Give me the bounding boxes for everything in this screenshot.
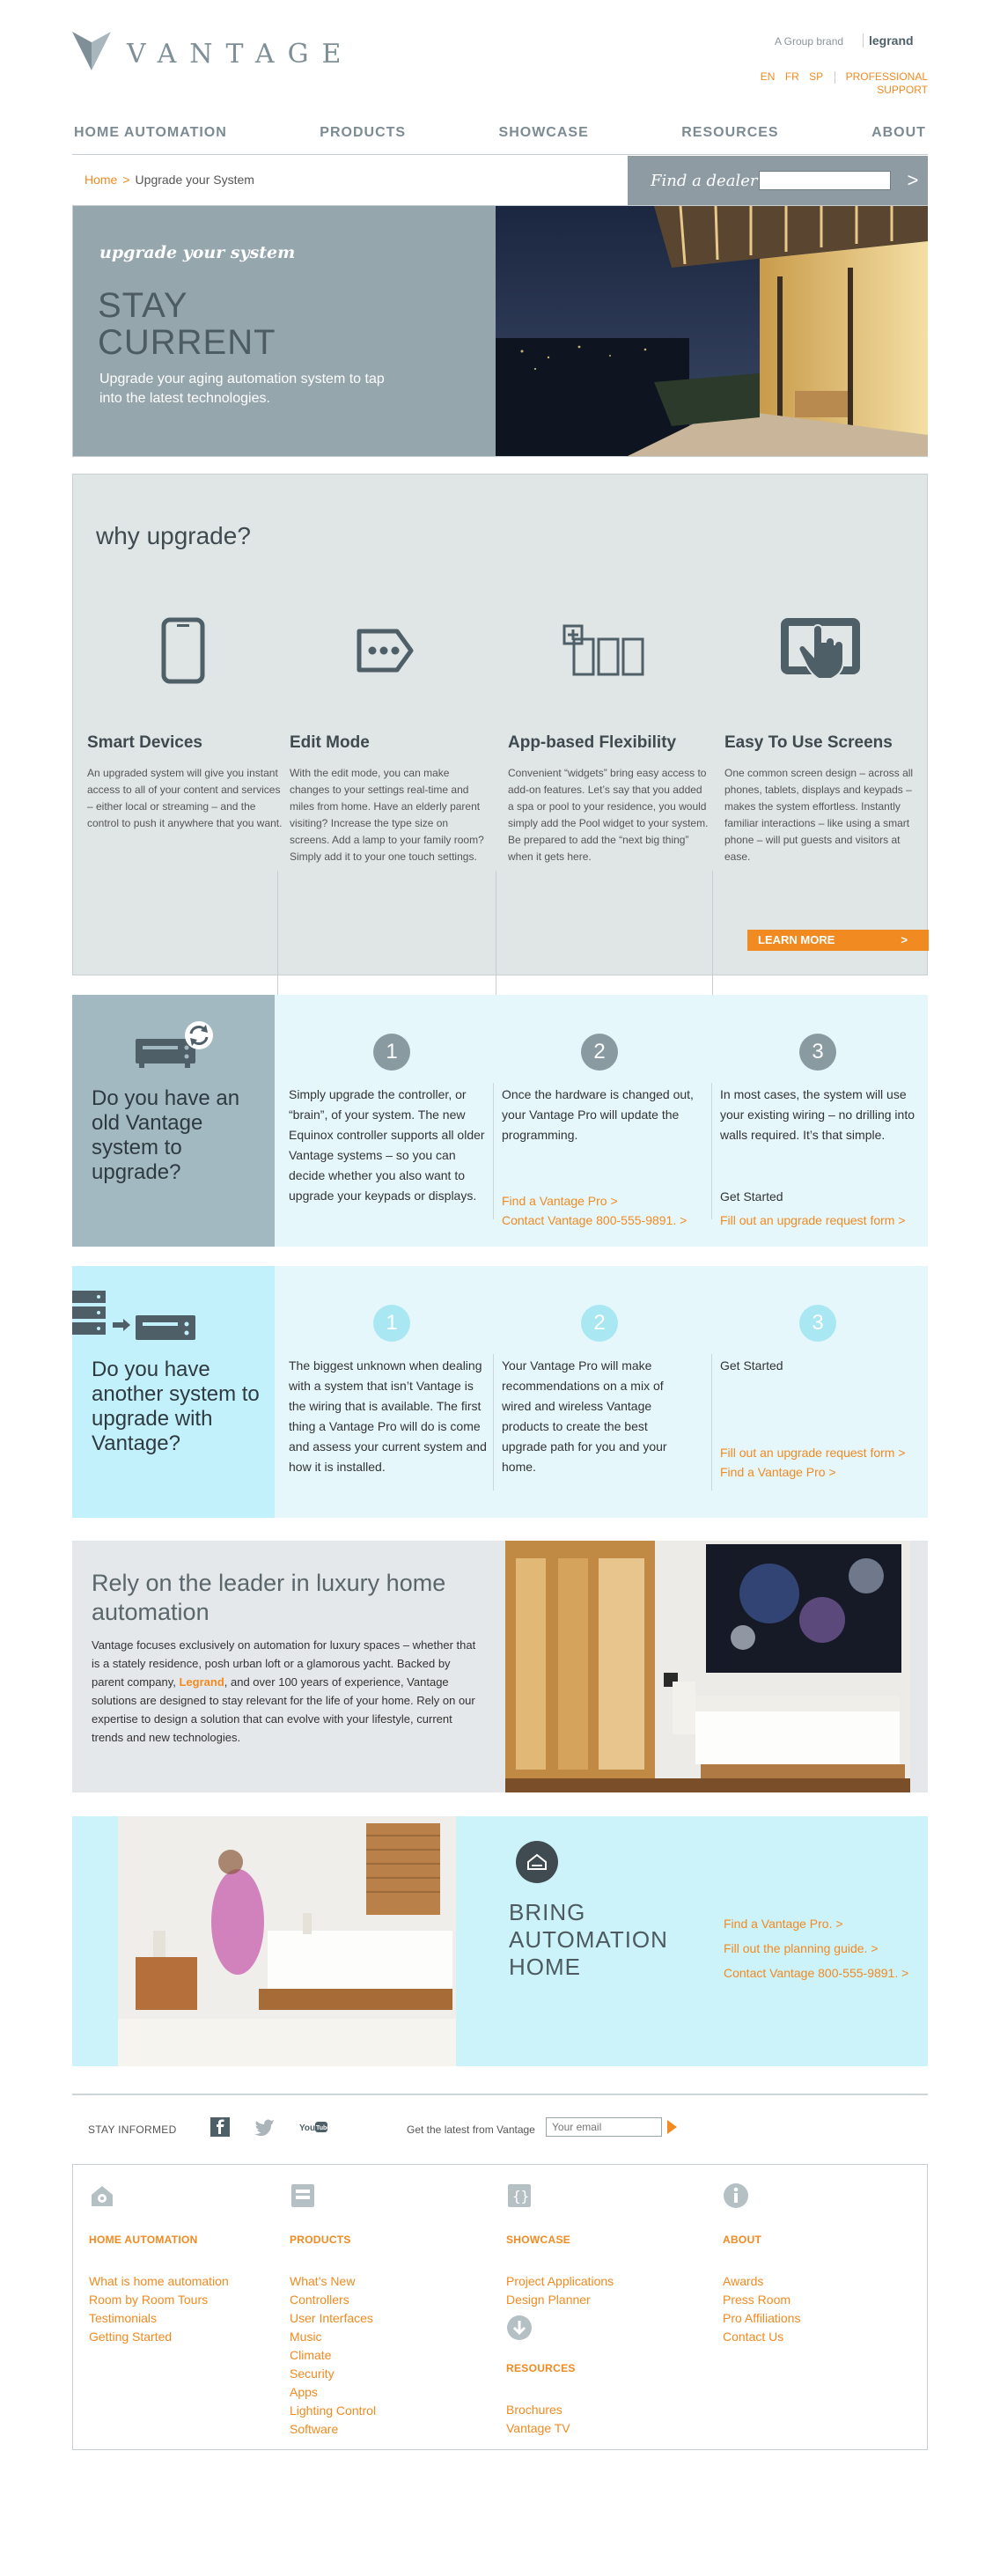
bring-automation-section	[72, 1816, 928, 2066]
footer-column-home-automation	[89, 2182, 291, 2344]
step-number: 3	[799, 1034, 836, 1071]
find-dealer-label: Find a dealer	[651, 171, 758, 190]
newsletter-email-input[interactable]	[546, 2117, 662, 2137]
step-column-3	[711, 995, 928, 1247]
step-text: Simply upgrade the controller, or “brain”, of your system. The new Equinox controller supports all older Vantage systems – so you can decide whether you also want to upgrade your keypads or displays.	[289, 1087, 485, 1203]
bring-automation-title: BRING AUTOMATION HOME	[509, 1899, 668, 1980]
language-bar	[704, 70, 928, 96]
feature-app-flexibility	[496, 607, 712, 941]
step-text: Your Vantage Pro will make recommendations on a mix of wired and wireless Vantage products to create the best upgrade path for you and your home.	[502, 1358, 667, 1474]
pro-support-link[interactable]: PROFESSIONAL SUPPORT	[845, 70, 928, 96]
footer-heading: HOME AUTOMATION	[89, 2234, 198, 2246]
old-vantage-panel	[72, 995, 275, 1247]
step-divider	[711, 1083, 712, 1219]
learn-more-button[interactable]	[747, 930, 929, 951]
why-upgrade-section	[72, 474, 928, 975]
legrand-logo[interactable]: legrand	[863, 33, 914, 48]
hero-tag: upgrade your system	[99, 243, 296, 262]
chevron-right-icon: >	[901, 933, 908, 946]
footer-link-list	[290, 2272, 376, 2439]
footer-link[interactable]: Apps	[290, 2385, 318, 2399]
find-vantage-pro-link[interactable]: Find a Vantage Pro >	[720, 1465, 836, 1479]
another-system-heading: Do you have another system to upgrade with Vantage?	[92, 1358, 260, 1455]
tag-dots-icon	[355, 624, 416, 677]
get-started-label: Get Started	[720, 1358, 783, 1373]
bring-links	[724, 1911, 908, 1985]
upgrade-request-form-link[interactable]: Fill out an upgrade request form >	[720, 1446, 906, 1460]
footer-link[interactable]: User Interfaces	[290, 2311, 373, 2325]
nav-products[interactable]: PRODUCTS	[320, 124, 407, 140]
feature-text: An upgraded system will give you instant access to all of your content and services – either local or streaming – and the control to push it anywhere that you want.	[87, 767, 283, 829]
touch-screen-icon	[778, 615, 863, 686]
step-number: 2	[581, 1034, 618, 1071]
lang-en-link[interactable]: EN	[760, 70, 776, 83]
footer-link[interactable]: Project Applications	[506, 2274, 614, 2288]
footer-link[interactable]: Climate	[290, 2348, 332, 2362]
planning-guide-link[interactable]: Fill out the planning guide. >	[724, 1941, 879, 1955]
hero-photo-terrace	[496, 206, 928, 456]
feature-title: Easy To Use Screens	[724, 733, 893, 752]
footer-link[interactable]: Awards	[723, 2274, 764, 2288]
bedroom-photo	[505, 1541, 910, 1792]
why-upgrade-title: why upgrade?	[96, 522, 251, 549]
footer-link-list	[723, 2272, 800, 2346]
step-column-2	[493, 1266, 711, 1518]
hero-subtitle: Upgrade your aging automation system to tap into the latest technologies.	[99, 372, 385, 406]
step-column-2	[493, 995, 711, 1247]
footer-link[interactable]: Design Planner	[506, 2293, 591, 2307]
learn-more-label: LEARN MORE	[758, 933, 835, 946]
footer-link[interactable]: Security	[290, 2366, 335, 2381]
feature-text: With the edit mode, you can make changes to your settings real-time and miles from home. Have an elderly parent visiting? Increase the type size on screens. Add a lamp to your family room? Simply add it to your one touch settings.	[290, 767, 484, 863]
footer-heading: ABOUT	[723, 2234, 762, 2246]
footer-link-list	[89, 2272, 229, 2346]
footer-link[interactable]: Controllers	[290, 2293, 349, 2307]
find-dealer-input[interactable]	[759, 171, 891, 190]
old-vantage-heading: Do you have an old Vantage system to upgrade?	[92, 1086, 240, 1184]
upgrade-request-form-link[interactable]: Fill out an upgrade request form >	[720, 1213, 906, 1227]
stay-informed-label: STAY INFORMED	[88, 2123, 177, 2136]
step-number: 3	[799, 1305, 836, 1342]
nav-about[interactable]: ABOUT	[871, 124, 926, 140]
step-column-1	[275, 1266, 493, 1518]
add-widget-icon	[562, 623, 646, 678]
footer-link[interactable]: Pro Affiliations	[723, 2311, 801, 2325]
products-icon	[290, 2182, 316, 2209]
footer-link[interactable]: Getting Started	[89, 2329, 173, 2344]
step-text: In most cases, the system will use your existing wiring – no drilling into walls required. It’s that simple.	[720, 1087, 915, 1142]
footer-link-list	[506, 2401, 570, 2438]
footer-link[interactable]: Music	[290, 2329, 322, 2344]
find-vantage-pro-link[interactable]: Find a Vantage Pro. >	[724, 1917, 843, 1931]
home-automation-badge	[516, 1841, 558, 1883]
footer-links	[72, 2164, 928, 2450]
feature-easy-screens	[712, 607, 929, 941]
leader-text: Vantage focuses exclusively on automation for luxury spaces – whether that is a stately residence, posh urban loft or a glamorous yacht. Backed by parent company, Legrand, and over 100 years of experience, Vantage solutions are designed to stay relevant for the life of your home. Rely on our expertise to design a solution that can evolve with your lifestyle, current trends and new technologies.	[92, 1638, 476, 1744]
footer-divider	[72, 2094, 928, 2095]
footer-link[interactable]: What’s New	[290, 2274, 356, 2288]
feature-title: App-based Flexibility	[508, 733, 677, 752]
youtube-icon[interactable]	[299, 2116, 331, 2138]
feature-title: Edit Mode	[290, 733, 370, 752]
step-number: 1	[373, 1034, 410, 1071]
old-vantage-upgrade-section	[72, 995, 928, 1247]
logo-text[interactable]: VANTAGE	[127, 39, 355, 70]
woman-bedroom-photo	[118, 1816, 456, 2066]
leader-title: Rely on the leader in luxury home automation	[92, 1570, 446, 1625]
facebook-icon[interactable]	[210, 2116, 231, 2138]
step-column-3	[711, 1266, 928, 1518]
footer-link[interactable]: Room by Room Tours	[89, 2293, 209, 2307]
footer-column-showcase	[506, 2182, 709, 2447]
breadcrumb-home-link[interactable]: Home	[85, 173, 118, 187]
feature-smart-devices	[75, 607, 291, 941]
contact-vantage-link[interactable]: Contact Vantage 800-555-9891. >	[724, 1966, 909, 1980]
footer-heading: RESOURCES	[506, 2362, 576, 2374]
info-icon	[723, 2182, 749, 2209]
hero-banner	[72, 205, 928, 457]
footer-column-about	[723, 2182, 925, 2344]
step-divider	[493, 1083, 494, 1219]
footer-link[interactable]: Brochures	[506, 2403, 562, 2417]
vantage-logo-icon[interactable]	[72, 26, 111, 70]
lang-fr-link[interactable]: FR	[784, 70, 799, 83]
nav-resources[interactable]: RESOURCES	[681, 124, 779, 140]
breadcrumb-separator: >	[122, 173, 130, 187]
svg-text:{}: {}	[512, 2188, 530, 2204]
footer-link[interactable]: What is home automation	[89, 2274, 229, 2288]
nav-home-automation[interactable]: HOME AUTOMATION	[74, 124, 227, 140]
home-gear-icon	[89, 2182, 115, 2209]
step-number: 1	[373, 1305, 410, 1342]
group-brand-text: A Group brand	[775, 35, 844, 48]
footer-heading: SHOWCASE	[506, 2234, 571, 2246]
footer-link[interactable]: Software	[290, 2422, 339, 2436]
step-column-1	[275, 995, 493, 1247]
home-icon	[516, 1841, 558, 1883]
hero-title-line2: CURRENT	[98, 323, 276, 362]
feature-text: One common screen design – across all phones, tablets, displays and keypads – makes the system effortless. Instantly familiar interactions – like using a smart phone – will put guests and visitors at ease.	[724, 767, 914, 863]
find-dealer-bar	[628, 156, 928, 205]
footer-column-products	[290, 2182, 492, 2447]
get-started-label: Get Started	[720, 1189, 783, 1203]
controller-refresh-icon	[134, 1018, 217, 1071]
newsletter-submit-button[interactable]	[667, 2120, 677, 2134]
another-system-panel	[72, 1266, 275, 1518]
find-dealer-go-button[interactable]: >	[907, 169, 919, 191]
footer-heading: PRODUCTS	[290, 2234, 351, 2246]
svg-text:You: You	[299, 2123, 316, 2133]
another-system-upgrade-section	[72, 1266, 928, 1518]
find-vantage-pro-link[interactable]: Find a Vantage Pro >	[502, 1194, 618, 1208]
twitter-icon[interactable]	[255, 2116, 276, 2138]
step-divider	[711, 1354, 712, 1490]
contact-vantage-link[interactable]: Contact Vantage 800-555-9891. >	[502, 1213, 688, 1227]
footer-link[interactable]: Contact Us	[723, 2329, 784, 2344]
footer-link-list	[506, 2272, 614, 2309]
step-text: Once the hardware is changed out, your Vantage Pro will update the programming.	[502, 1087, 694, 1142]
showcase-icon	[506, 2182, 533, 2209]
leader-section	[72, 1541, 928, 1792]
hero-title	[98, 287, 276, 361]
svg-text:Tube: Tube	[316, 2125, 331, 2131]
nav-showcase[interactable]: SHOWCASE	[498, 124, 589, 140]
footer-link[interactable]: Press Room	[723, 2293, 791, 2307]
legrand-link[interactable]: Legrand	[179, 1675, 224, 1689]
footer-link[interactable]: Lighting Control	[290, 2403, 377, 2418]
feature-title: Smart Devices	[87, 733, 202, 752]
feature-edit-mode	[277, 607, 494, 941]
feature-text: Convenient “widgets” bring easy access to add-on features. Let’s say that you added a spa or pool to your residence, you would simply add the Pool widget to your system. Be prepared to add the “next big thing” when it gets here.	[508, 767, 709, 863]
system-swap-icon	[72, 1285, 204, 1347]
step-divider	[493, 1354, 494, 1490]
breadcrumb-current: Upgrade your System	[135, 173, 254, 187]
resources-download-icon	[506, 2315, 533, 2341]
hero-title-line1: STAY	[98, 286, 188, 325]
newsletter-label: Get the latest from Vantage	[407, 2123, 535, 2136]
footer-link[interactable]: Testimonials	[89, 2311, 158, 2325]
breadcrumb	[85, 173, 254, 187]
step-text: The biggest unknown when dealing with a system that isn’t Vantage is the wiring that is available. The first thing a Vantage Pro will do is come and assess your current system and how it is installed.	[289, 1358, 487, 1474]
main-nav	[72, 111, 928, 155]
smartphone-icon	[161, 617, 205, 684]
footer-link[interactable]: Vantage TV	[506, 2421, 570, 2435]
lang-sp-link[interactable]: SP	[809, 70, 823, 83]
step-number: 2	[581, 1305, 618, 1342]
